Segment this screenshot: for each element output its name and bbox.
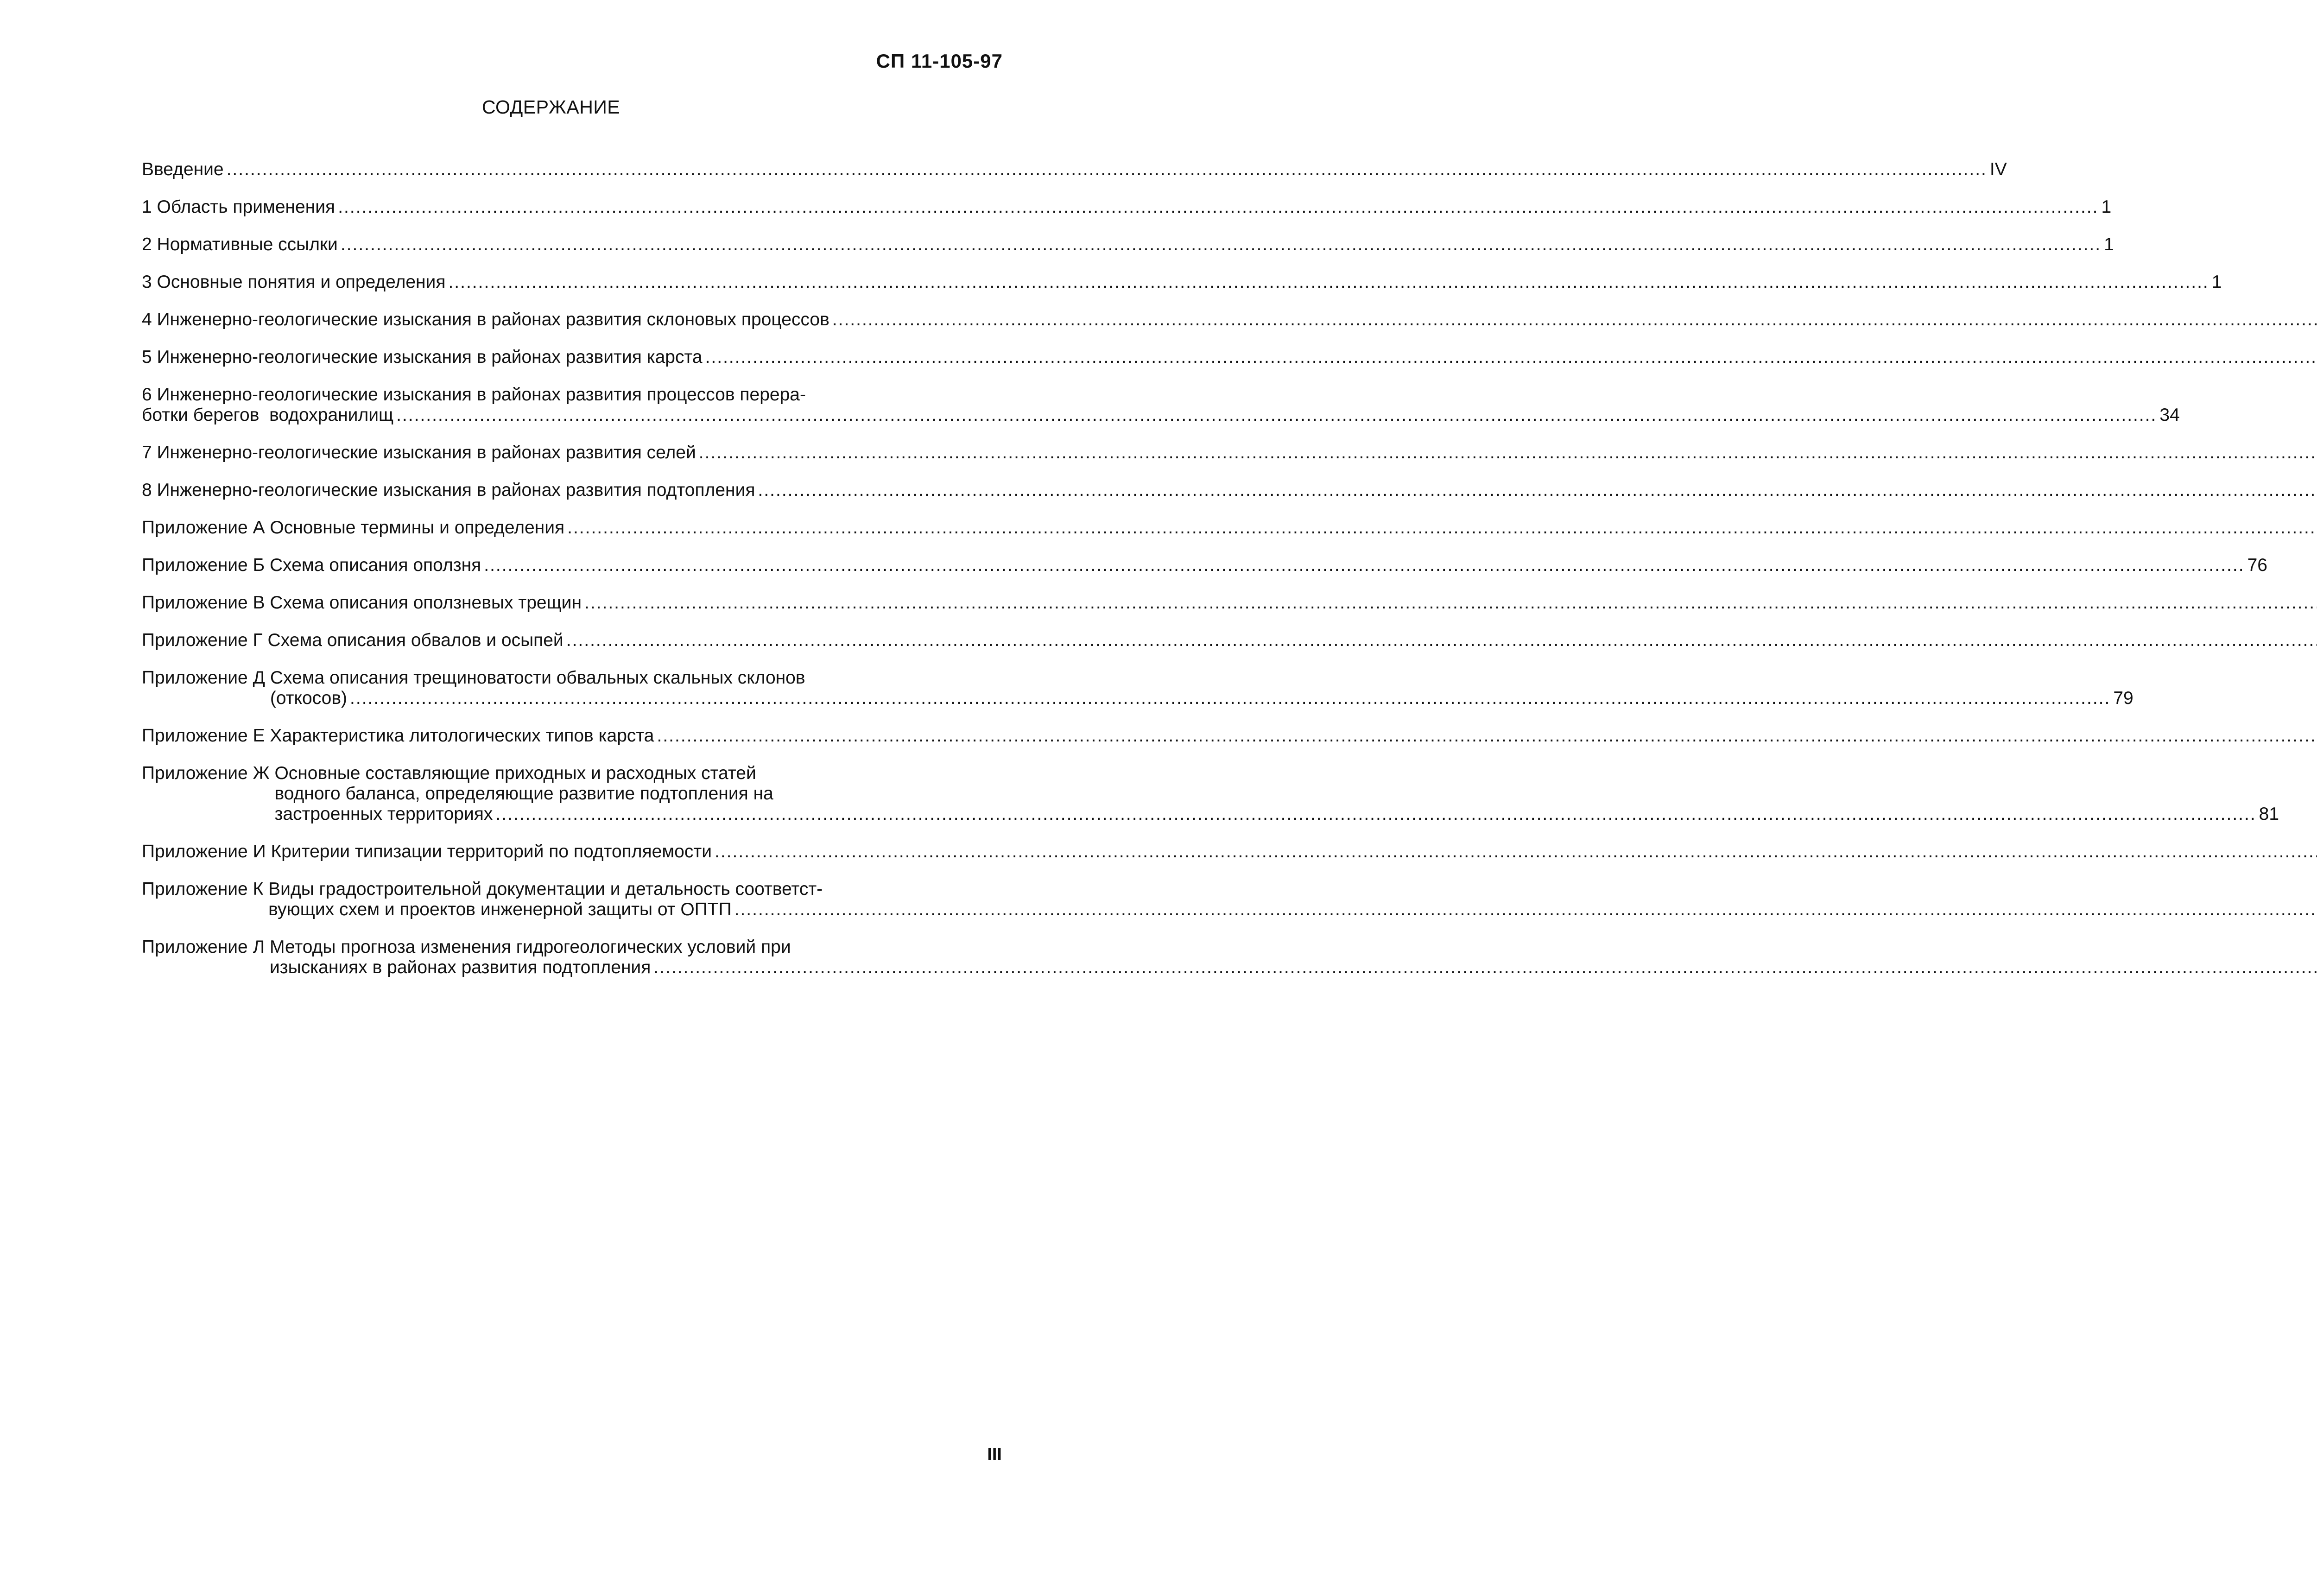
toc-entry-last-line — [142, 347, 2317, 367]
dot-leader — [657, 726, 2317, 746]
toc-entry-line: Приложение А Основные термины и определения — [142, 518, 565, 538]
toc-entry-line: Приложение Г Схема описания обвалов и осыпей — [142, 630, 563, 650]
toc-page-number: 76 — [2247, 555, 2267, 575]
toc-entry-last-line — [142, 630, 2317, 651]
dot-leader — [832, 310, 2317, 330]
dot-leader — [715, 842, 2317, 862]
page-number: III — [987, 1445, 1002, 1464]
toc-entry-line: 3 Основные понятия и определения — [142, 272, 446, 292]
toc-entry — [142, 630, 919, 651]
toc-entry-text — [142, 555, 2267, 576]
toc-entry-prefix: Приложение Д — [142, 668, 270, 688]
toc-entry — [142, 159, 2007, 180]
dot-leader — [341, 234, 2101, 255]
dot-leader — [495, 804, 2256, 824]
toc-page-number: 81 — [2259, 804, 2279, 824]
toc-page-number: 34 — [2159, 405, 2180, 425]
toc-entry — [142, 347, 919, 367]
toc-entry-last-line — [142, 726, 2317, 746]
toc-entry-last-line — [142, 310, 2317, 330]
toc-entry-line: 4 Инженерно-геологические изыскания в районах развития склоновых процессов — [142, 310, 829, 329]
toc-entry-line: Приложение В Схема описания оползневых трещин — [142, 593, 582, 613]
toc-entry-line: Схема описания трещиноватости обвальных скальных склонов — [270, 668, 805, 688]
dot-leader — [758, 480, 2317, 500]
toc-entry-text — [142, 159, 2007, 180]
toc-entry-text — [142, 385, 2180, 425]
toc-entry — [142, 593, 919, 613]
toc-entry-text — [270, 937, 2317, 978]
table-of-contents — [142, 159, 2279, 995]
toc-page-number: 1 — [2101, 197, 2112, 217]
toc-entry — [142, 937, 919, 978]
toc-entry-text — [142, 726, 2317, 746]
toc-entry-last-line — [268, 899, 2317, 920]
toc-entry — [142, 668, 2133, 709]
toc-entry-line: 7 Инженерно-геологические изыскания в районах развития селей — [142, 443, 696, 462]
toc-entry-last-line — [142, 518, 2317, 538]
toc-page-number: 1 — [2104, 234, 2114, 254]
dot-leader — [705, 347, 2317, 367]
toc-entry-line: 8 Инженерно-геологические изыскания в районах развития подтопления — [142, 480, 755, 500]
toc-entry-prefix: Приложение Л — [142, 937, 270, 957]
toc-entry-text — [142, 197, 2111, 217]
toc-entry — [142, 518, 919, 538]
toc-entry-line: (откосов) — [270, 688, 348, 708]
toc-entry-line: Приложение И Критерии типизации территорий по подтопляемости — [142, 842, 712, 861]
dot-leader — [484, 555, 2244, 576]
toc-title: СОДЕРЖАНИЕ — [481, 96, 620, 118]
toc-entry-line: водного баланса, определяющие развитие подтопления на — [274, 784, 773, 804]
toc-entry-line: Приложение Е Характеристика литологических типов карста — [142, 726, 654, 746]
toc-entry-last-line — [142, 234, 2114, 255]
toc-entry-prefix: Приложение Ж — [142, 763, 275, 783]
toc-entry-line: 6 Инженерно-геологические изыскания в районах развития процессов перера- — [142, 385, 806, 405]
toc-entry — [142, 763, 2279, 824]
document-code: СП 11-105-97 — [876, 50, 1003, 72]
toc-entry-text — [142, 347, 2317, 367]
toc-entry — [142, 879, 919, 920]
dot-leader — [227, 159, 1987, 180]
toc-entry-last-line — [142, 555, 2267, 576]
toc-entry-last-line — [270, 688, 2133, 709]
toc-entry-last-line — [142, 480, 2317, 500]
toc-entry-last-line — [270, 957, 2317, 978]
toc-entry-text — [142, 272, 2222, 292]
toc-entry-line: Введение — [142, 159, 224, 179]
toc-entry — [142, 443, 919, 463]
toc-page-number: 1 — [2211, 272, 2222, 292]
toc-entry-text — [142, 842, 2317, 862]
toc-entry-text — [270, 668, 2133, 709]
toc-entry-last-line — [142, 842, 2317, 862]
toc-entry-line: изысканиях в районах развития подтопления — [270, 957, 651, 977]
toc-page-number: IV — [1989, 159, 2007, 179]
dot-leader — [584, 593, 2317, 613]
toc-entry-line: ботки берегов водохранилищ — [142, 405, 394, 425]
toc-entry-text — [142, 443, 2317, 463]
toc-entry-line: застроенных территориях — [274, 804, 493, 824]
toc-entry-text — [268, 879, 2317, 920]
toc-entry-line: Приложение Б Схема описания оползня — [142, 555, 481, 575]
toc-entry-text — [142, 630, 2317, 651]
dot-leader — [699, 443, 2317, 463]
toc-entry — [142, 234, 2114, 255]
toc-entry-text — [142, 310, 2317, 330]
toc-entry-line: 1 Область применения — [142, 197, 336, 217]
toc-entry-last-line — [142, 272, 2222, 292]
toc-entry-text — [142, 234, 2114, 255]
toc-entry — [142, 842, 919, 862]
toc-entry — [142, 726, 919, 746]
toc-entry-last-line — [274, 804, 2279, 824]
toc-entry-last-line — [142, 197, 2111, 217]
toc-entry-last-line — [142, 443, 2317, 463]
toc-entry-prefix: Приложение К — [142, 879, 269, 899]
dot-leader — [338, 197, 2098, 217]
toc-entry-last-line — [142, 593, 2317, 613]
dot-leader — [653, 957, 2317, 978]
toc-entry-line: Методы прогноза изменения гидрогеологических условий при — [270, 937, 791, 957]
toc-page-number: 79 — [2113, 688, 2133, 708]
toc-entry — [142, 272, 2222, 292]
toc-entry-line: 2 Нормативные ссылки — [142, 234, 338, 254]
toc-entry-line: 5 Инженерно-геологические изыскания в районах развития карста — [142, 347, 703, 367]
toc-entry-text — [142, 518, 2317, 538]
dot-leader — [734, 899, 2317, 920]
toc-entry — [142, 385, 2180, 425]
toc-entry-line: Основные составляющие приходных и расходных статей — [274, 763, 756, 783]
toc-entry-text — [142, 593, 2317, 613]
toc-entry — [142, 197, 2112, 217]
toc-entry-last-line — [142, 159, 2007, 180]
toc-entry-line: Виды градостроительной документации и детальность соответст- — [268, 879, 823, 899]
toc-entry — [142, 310, 919, 330]
dot-leader — [350, 688, 2110, 709]
toc-entry-text — [274, 763, 2279, 824]
toc-entry — [142, 480, 919, 500]
dot-leader — [448, 272, 2209, 292]
toc-entry-last-line — [142, 405, 2180, 425]
toc-entry — [142, 555, 2267, 576]
dot-leader — [566, 630, 2317, 651]
dot-leader — [396, 405, 2157, 425]
dot-leader — [567, 518, 2317, 538]
toc-entry-line: вующих схем и проектов инженерной защиты от ОПТП — [268, 899, 732, 919]
toc-entry-text — [142, 480, 2317, 500]
